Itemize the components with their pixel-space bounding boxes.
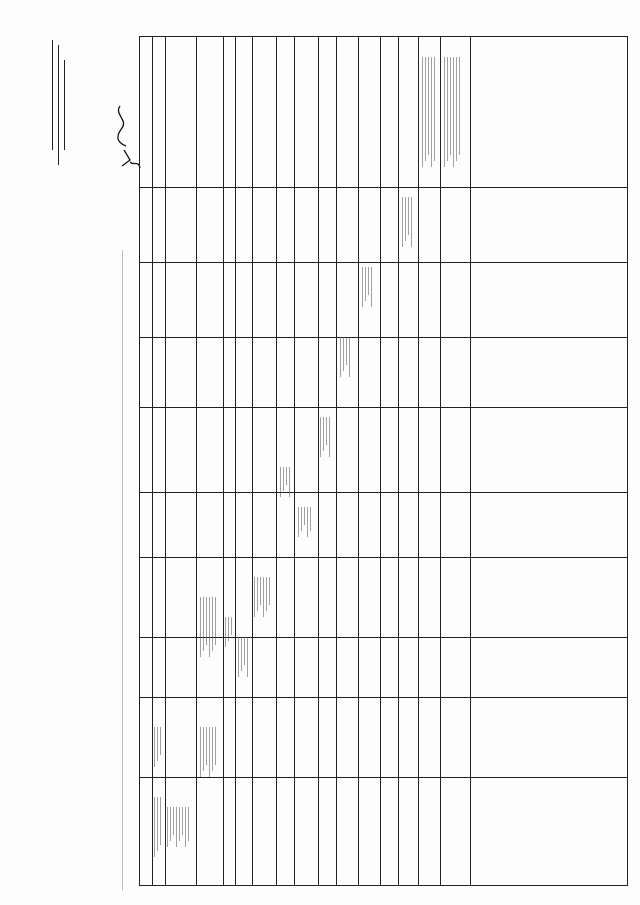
illegible-text-block (200, 597, 220, 657)
column-divider (223, 37, 224, 885)
row-divider (140, 337, 627, 338)
illegible-text-block (422, 57, 438, 167)
illegible-text-block (167, 807, 193, 847)
row-divider (140, 262, 627, 263)
table-title-strip (118, 250, 128, 890)
column-divider (152, 37, 153, 885)
column-divider (235, 37, 236, 885)
column-divider (165, 37, 166, 885)
column-divider (196, 37, 197, 885)
column-divider (380, 37, 381, 885)
illegible-text-block (280, 467, 292, 497)
illegible-text-block (298, 507, 314, 537)
column-divider (252, 37, 253, 885)
column-divider (358, 37, 359, 885)
column-divider (318, 37, 319, 885)
row-divider (140, 557, 627, 558)
illegible-text-block (154, 727, 163, 767)
column-divider (398, 37, 399, 885)
column-divider (470, 37, 471, 885)
approval-annotation (52, 40, 76, 170)
column-divider (440, 37, 441, 885)
illegible-text-block (238, 637, 250, 677)
illegible-text-block (200, 727, 220, 777)
column-divider (418, 37, 419, 885)
services-table (139, 36, 628, 886)
row-divider (140, 187, 627, 188)
row-divider (140, 492, 627, 493)
illegible-text-block (320, 417, 334, 457)
illegible-text-block (362, 267, 376, 307)
illegible-text-block (402, 197, 416, 247)
illegible-text-block (154, 797, 163, 857)
row-divider (140, 777, 627, 778)
illegible-text-block (254, 577, 274, 617)
illegible-text-block (340, 337, 354, 377)
column-divider (276, 37, 277, 885)
column-divider (294, 37, 295, 885)
illegible-text-block (225, 617, 234, 647)
column-divider (336, 37, 337, 885)
row-divider (140, 697, 627, 698)
illegible-text-block (444, 57, 464, 167)
row-divider (140, 407, 627, 408)
